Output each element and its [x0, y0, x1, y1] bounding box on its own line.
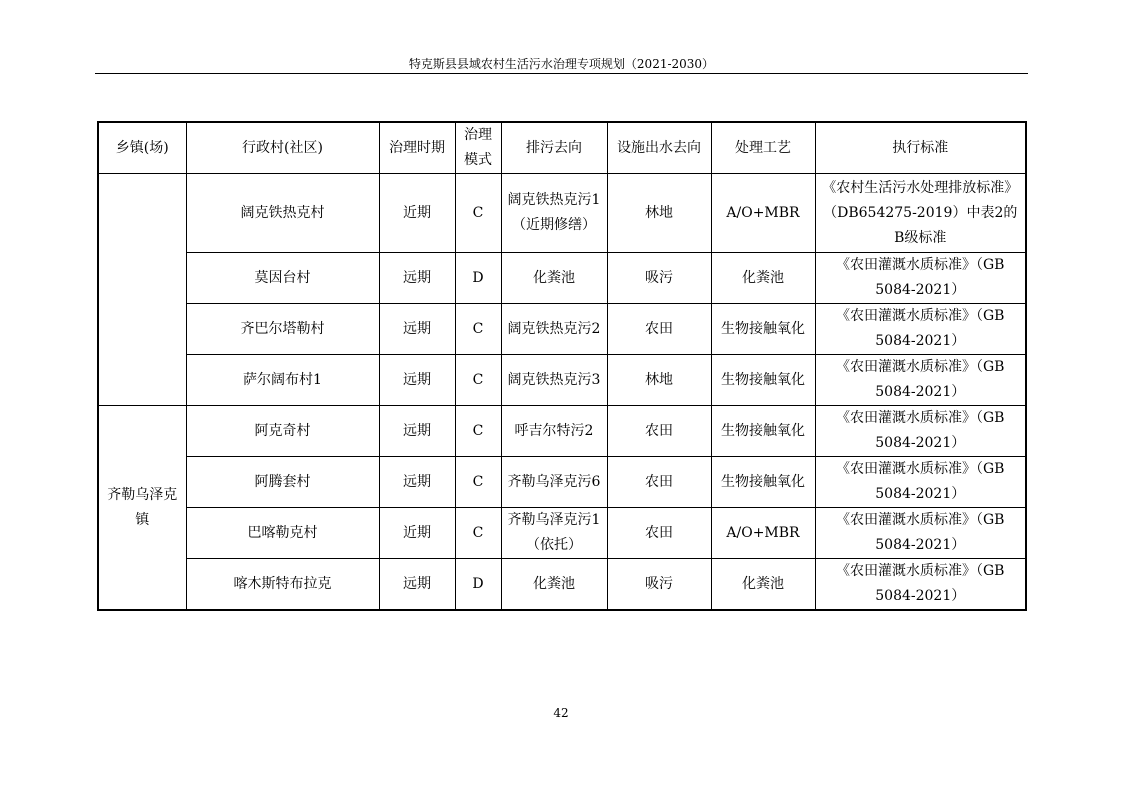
period-cell: 远期	[379, 559, 455, 611]
table-row	[98, 406, 1026, 457]
mode-cell: D	[455, 559, 501, 611]
standard-cell: 《农田灌溉水质标准》（GB 5084-2021）	[815, 457, 1026, 508]
township-cell	[98, 174, 186, 406]
period-cell: 远期	[379, 304, 455, 355]
table-row	[98, 457, 1026, 508]
column-header-outflow: 设施出水去向	[607, 122, 711, 174]
outflow-cell: 农田	[607, 508, 711, 559]
column-header-township: 乡镇(场)	[98, 122, 186, 174]
outflow-cell: 农田	[607, 457, 711, 508]
outflow-cell: 农田	[607, 406, 711, 457]
discharge-cell: 化粪池	[501, 559, 607, 611]
table-row	[98, 355, 1026, 406]
process-cell: 化粪池	[711, 559, 815, 611]
process-cell: 化粪池	[711, 253, 815, 304]
period-cell: 远期	[379, 355, 455, 406]
discharge-cell: 齐勒乌泽克污6	[501, 457, 607, 508]
table-header-row	[98, 122, 1026, 174]
column-header-village: 行政村(社区)	[186, 122, 379, 174]
process-cell: A/O+MBR	[711, 174, 815, 253]
village-cell: 巴喀勒克村	[186, 508, 379, 559]
column-header-standard: 执行标准	[815, 122, 1026, 174]
process-cell: A/O+MBR	[711, 508, 815, 559]
mode-cell: C	[455, 304, 501, 355]
standard-cell: 《农田灌溉水质标准》（GB 5084-2021）	[815, 253, 1026, 304]
table-row	[98, 559, 1026, 611]
discharge-cell: 阔克铁热克污1（近期修缮）	[501, 174, 607, 253]
standard-cell: 《农田灌溉水质标准》（GB 5084-2021）	[815, 304, 1026, 355]
period-cell: 远期	[379, 253, 455, 304]
table-row	[98, 253, 1026, 304]
outflow-cell: 吸污	[607, 253, 711, 304]
column-header-period: 治理时期	[379, 122, 455, 174]
discharge-cell: 呼吉尔特污2	[501, 406, 607, 457]
standard-cell: 《农田灌溉水质标准》（GB 5084-2021）	[815, 355, 1026, 406]
process-cell: 生物接触氧化	[711, 457, 815, 508]
page-number: 42	[553, 706, 569, 720]
period-cell: 近期	[379, 174, 455, 253]
process-cell: 生物接触氧化	[711, 355, 815, 406]
period-cell: 近期	[379, 508, 455, 559]
discharge-cell: 齐勒乌泽克污1（依托）	[501, 508, 607, 559]
column-header-mode: 治理模式	[455, 122, 501, 174]
standard-cell: 《农村生活污水处理排放标准》（DB654275-2019）中表2的B级标准	[815, 174, 1026, 253]
mode-cell: D	[455, 253, 501, 304]
mode-cell: C	[455, 174, 501, 253]
village-cell: 莫因台村	[186, 253, 379, 304]
discharge-cell: 化粪池	[501, 253, 607, 304]
discharge-cell: 阔克铁热克污3	[501, 355, 607, 406]
table-row	[98, 304, 1026, 355]
standard-cell: 《农田灌溉水质标准》（GB 5084-2021）	[815, 508, 1026, 559]
outflow-cell: 林地	[607, 174, 711, 253]
table-row	[98, 508, 1026, 559]
mode-cell: C	[455, 508, 501, 559]
process-cell: 生物接触氧化	[711, 406, 815, 457]
table-row	[98, 174, 1026, 253]
mode-cell: C	[455, 406, 501, 457]
period-cell: 远期	[379, 457, 455, 508]
period-cell: 远期	[379, 406, 455, 457]
mode-cell: C	[455, 355, 501, 406]
village-cell: 齐巴尔塔勒村	[186, 304, 379, 355]
village-cell: 萨尔阔布村1	[186, 355, 379, 406]
village-cell: 阔克铁热克村	[186, 174, 379, 253]
outflow-cell: 吸污	[607, 559, 711, 611]
outflow-cell: 林地	[607, 355, 711, 406]
document-header-title: 特克斯县县域农村生活污水治理专项规划（2021-2030）	[408, 57, 715, 71]
outflow-cell: 农田	[607, 304, 711, 355]
sewage-treatment-plan-table	[97, 121, 1027, 611]
village-cell: 阿腾套村	[186, 457, 379, 508]
process-cell: 生物接触氧化	[711, 304, 815, 355]
column-header-discharge: 排污去向	[501, 122, 607, 174]
standard-cell: 《农田灌溉水质标准》（GB 5084-2021）	[815, 406, 1026, 457]
column-header-process: 处理工艺	[711, 122, 815, 174]
village-cell: 阿克奇村	[186, 406, 379, 457]
township-cell: 齐勒乌泽克镇	[98, 406, 186, 611]
discharge-cell: 阔克铁热克污2	[501, 304, 607, 355]
mode-cell: C	[455, 457, 501, 508]
header-rule	[95, 73, 1028, 74]
village-cell: 喀木斯特布拉克	[186, 559, 379, 611]
standard-cell: 《农田灌溉水质标准》（GB 5084-2021）	[815, 559, 1026, 611]
